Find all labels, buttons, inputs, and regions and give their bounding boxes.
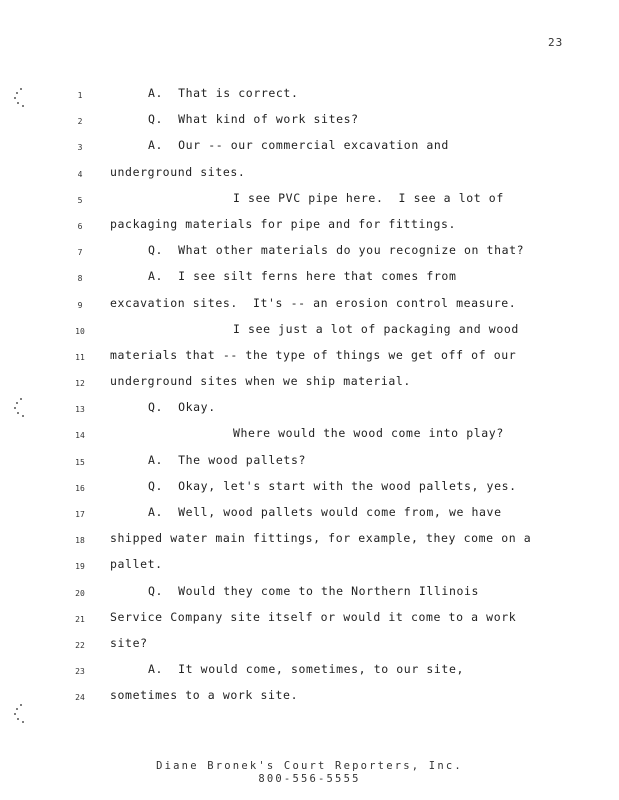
line-text: pallet. — [110, 557, 163, 572]
transcript-line — [0, 290, 619, 316]
transcript-line — [0, 316, 619, 342]
line-number: 20 — [75, 588, 85, 598]
line-text: materials that -- the type of things we get off of our — [110, 347, 517, 362]
transcript-line — [0, 237, 619, 263]
transcript-line — [0, 132, 619, 158]
transcript-line — [0, 604, 619, 630]
line-number: 22 — [75, 640, 85, 650]
transcript-line — [0, 578, 619, 604]
line-text: site? — [110, 635, 148, 650]
line-number: 15 — [75, 457, 85, 467]
line-text: A. Our -- our commercial excavation and — [148, 138, 449, 153]
transcript-line — [0, 447, 619, 473]
transcript-line — [0, 80, 619, 106]
line-text: A. It would come, sometimes, to our site, — [148, 662, 464, 677]
line-number: 4 — [77, 169, 83, 179]
line-text: Q. What other materials do you recognize on that? — [148, 243, 525, 258]
line-text: A. That is correct. — [148, 86, 299, 100]
line-number: 16 — [75, 483, 85, 493]
transcript-line — [0, 342, 619, 368]
line-text: Q. Okay. — [148, 400, 216, 415]
line-number: 13 — [75, 405, 85, 415]
footer-phone: 800-556-5555 — [258, 773, 361, 785]
line-number: 21 — [75, 614, 85, 624]
line-text: A. I see silt ferns here that comes from — [148, 269, 457, 284]
footer-reporter-name: Diane Bronek's Court Reporters, Inc. — [156, 760, 463, 772]
transcript-line — [0, 106, 619, 132]
transcript-line — [0, 368, 619, 394]
line-number: 19 — [75, 562, 85, 572]
transcript-line — [0, 682, 619, 708]
line-text: packaging materials for pipe and for fittings. — [110, 216, 457, 231]
transcript-line — [0, 159, 619, 185]
line-number: 11 — [75, 352, 85, 362]
line-text: underground sites when we ship material. — [110, 374, 411, 389]
line-number: 8 — [77, 274, 83, 284]
transcript-line — [0, 185, 619, 211]
line-text: A. Well, wood pallets would come from, we have — [148, 505, 502, 519]
transcript-line — [0, 630, 619, 656]
line-number: 9 — [77, 300, 83, 310]
transcript-body — [0, 80, 619, 709]
line-text: I see just a lot of packaging and wood — [233, 321, 519, 336]
line-number: 10 — [75, 326, 85, 336]
line-text: Service Company site itself or would it come to a work — [110, 609, 517, 624]
line-number: 18 — [75, 536, 85, 546]
transcript-line — [0, 263, 619, 289]
transcript-line — [0, 525, 619, 551]
transcript-line — [0, 420, 619, 446]
transcript-line — [0, 656, 619, 682]
line-text: excavation sites. It's -- an erosion control measure. — [110, 295, 517, 310]
line-text: A. The wood pallets? — [148, 452, 306, 467]
line-number: 3 — [77, 143, 83, 153]
line-text: Where would the wood come into play? — [233, 426, 504, 441]
line-text: sometimes to a work site. — [110, 688, 299, 703]
line-number: 6 — [77, 221, 83, 231]
line-number: 7 — [77, 248, 83, 258]
transcript-line — [0, 394, 619, 420]
line-number: 23 — [75, 667, 85, 677]
line-number: 17 — [75, 510, 85, 519]
line-number: 14 — [75, 431, 85, 441]
line-number: 1 — [77, 91, 83, 100]
line-text: shipped water main fittings, for example, they come on a — [110, 531, 532, 546]
line-text: Q. Would they come to the Northern Illinois — [148, 583, 480, 598]
line-number: 5 — [77, 195, 83, 205]
line-text: Q. Okay, let's start with the wood pallets, yes. — [148, 478, 517, 493]
line-number: 12 — [75, 379, 85, 389]
transcript-line — [0, 211, 619, 237]
transcript-line — [0, 551, 619, 577]
line-text: Q. What kind of work sites? — [148, 112, 359, 127]
line-number: 2 — [77, 117, 83, 127]
transcript-line — [0, 499, 619, 525]
line-text: I see PVC pipe here. I see a lot of — [233, 190, 504, 205]
page-number: 23 — [548, 36, 564, 49]
line-number: 24 — [75, 693, 85, 703]
line-text: underground sites. — [110, 164, 246, 179]
transcript-line — [0, 473, 619, 499]
